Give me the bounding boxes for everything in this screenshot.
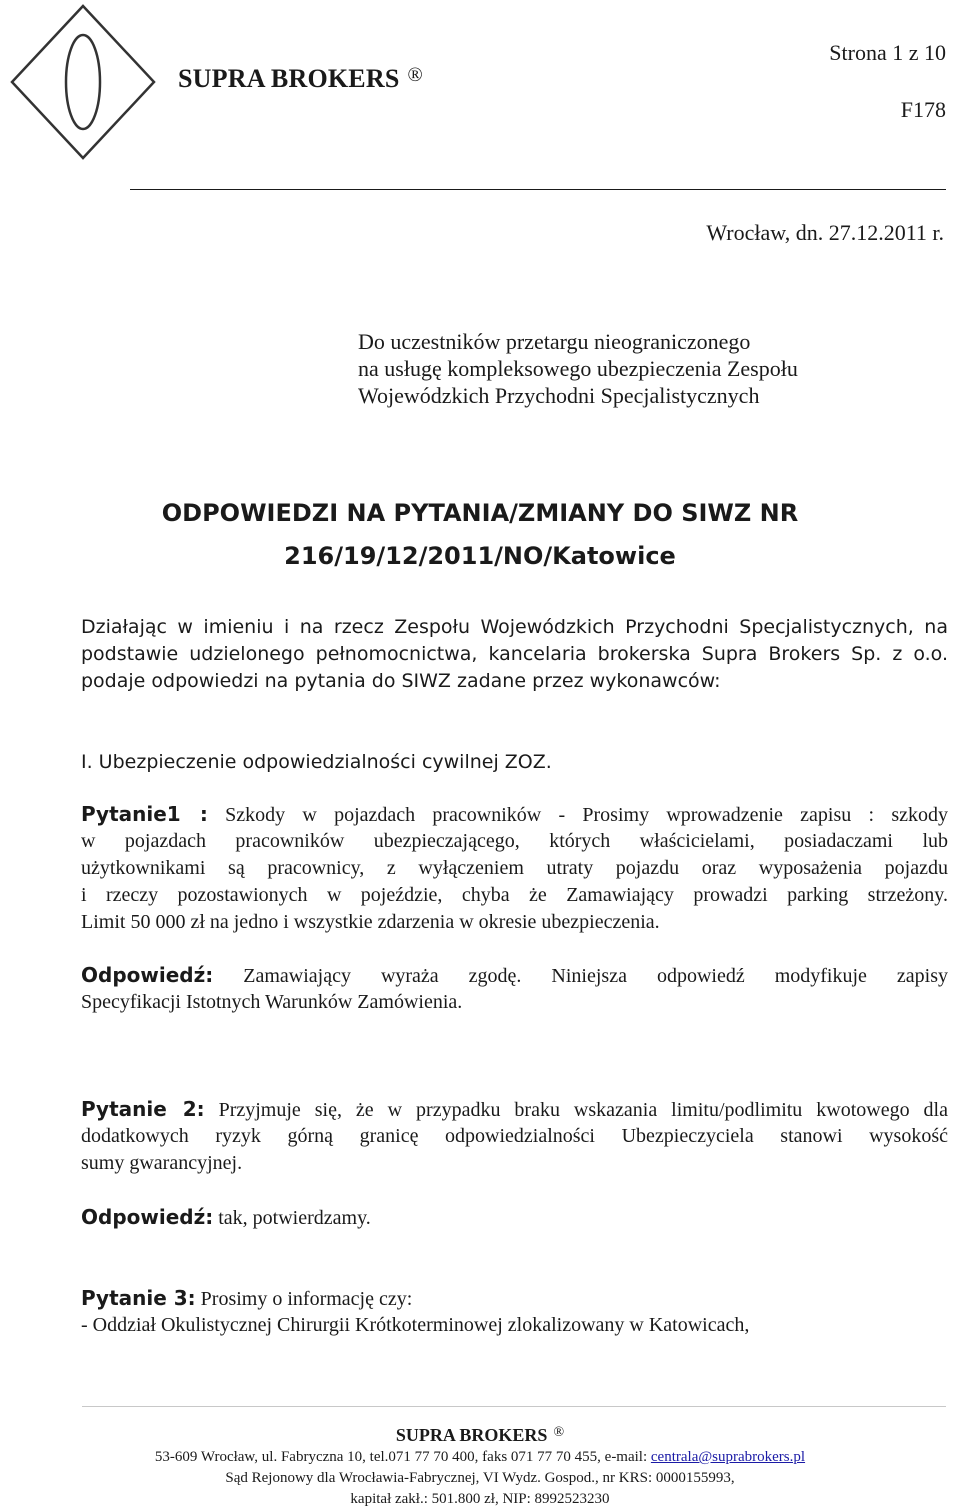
footer-brand	[0, 1425, 960, 1446]
question-line: w pojazdach pracowników ubezpieczającego, których właścicielami, posiadaczami lub	[81, 830, 948, 852]
date-line: Wrocław, dn. 27.12.2011 r.	[706, 220, 944, 245]
answer-2	[81, 1204, 948, 1231]
answer-text: Zamawiający wyraża zgodę. Niniejsza odpowiedź modyfikuje zapisy	[213, 965, 948, 987]
intro-line: podstawie udzielonego pełnomocnictwa, kancelaria brokerska Supra Brokers Sp. z o.o.	[81, 643, 948, 665]
section-heading: I. Ubezpieczenie odpowiedzialności cywilnej ZOZ.	[81, 751, 552, 773]
question-line: sumy gwarancyjnej.	[81, 1152, 243, 1174]
page-number: Strona 1 z 10	[829, 40, 946, 65]
addressee-line: na usługę kompleksowego ubezpieczenia Zespołu	[358, 356, 798, 381]
form-code: F178	[900, 97, 946, 122]
question-label: Pytanie1 :	[81, 802, 208, 826]
footer-email-link[interactable]: centrala@suprabrokers.pl	[650, 1449, 806, 1465]
footer-address-text: 53-609 Wrocław, ul. Fabryczna 10, tel.071 77 70 400, faks 071 77 70 455, e-mail:	[154, 1449, 651, 1465]
question-text: Szkody w pojazdach pracowników - Prosimy wprowadzenie zapisu : szkody	[207, 804, 948, 826]
question-3	[81, 1285, 948, 1339]
footer-brand-text: SUPRA BROKERS	[395, 1425, 548, 1445]
question-label: Pytanie 2:	[81, 1097, 205, 1121]
intro-paragraph	[81, 614, 948, 695]
intro-line: Działając w imieniu i na rzecz Zespołu Wojewódzkich Przychodni Specjalistycznych, na	[81, 616, 948, 638]
addressee-block	[358, 328, 798, 409]
intro-line: podaje odpowiedzi na pytania do SIWZ zadane przez wykonawców:	[81, 670, 721, 692]
addressee-line: Do uczestników przetargu nieograniczonego	[358, 329, 751, 354]
footer-court-info: Sąd Rejonowy dla Wrocławia-Fabrycznej, VI Wydz. Gospod., nr KRS: 0000155993,	[225, 1470, 735, 1486]
supra-brokers-logo	[8, 2, 158, 162]
registered-mark: ®	[407, 64, 423, 86]
question-line: użytkownikami są pracownicy, z wyłączeniem utraty pojazdu oraz wyposażenia pojazdu	[81, 857, 948, 879]
question-text: Przyjmuje się, że w przypadku braku wskazania limitu/podlimitu kwotowego dla	[204, 1099, 948, 1121]
question-line: dodatkowych ryzyk górną granicę odpowiedzialności Ubezpieczyciela stanowi wysokość	[81, 1125, 948, 1147]
header-divider	[130, 189, 946, 190]
brand-name	[178, 64, 423, 94]
brand-text: SUPRA BROKERS	[178, 64, 400, 93]
footer-divider	[82, 1406, 946, 1407]
question-text: Prosimy o informację czy:	[195, 1288, 413, 1310]
question-line: - Oddział Okulistycznej Chirurgii Krótkoterminowej zlokalizowany w Katowicach,	[81, 1314, 750, 1336]
footer-address	[0, 1449, 960, 1466]
question-label: Pytanie 3:	[81, 1286, 196, 1310]
question-2	[81, 1096, 948, 1177]
question-1	[81, 801, 948, 936]
question-line: i rzeczy pozostawionych w pojeździe, chyba że Zamawiający prowadzi parking strzeżony.	[81, 884, 948, 906]
answer-1	[81, 962, 948, 1016]
document-reference-number: 216/19/12/2011/NO/Katowice	[284, 542, 676, 570]
registered-mark: ®	[553, 1425, 565, 1440]
document-title: ODPOWIEDZI NA PYTANIA/ZMIANY DO SIWZ NR	[161, 499, 799, 527]
footer-capital-info: kapitał zakł.: 501.800 zł, NIP: 8992523230	[350, 1491, 610, 1507]
answer-text: tak, potwierdzamy.	[213, 1207, 371, 1229]
answer-label: Odpowiedź:	[81, 963, 214, 987]
answer-line: Specyfikacji Istotnych Warunków Zamówienia.	[81, 991, 463, 1013]
addressee-line: Wojewódzkich Przychodni Specjalistycznych	[358, 383, 760, 408]
answer-label: Odpowiedź:	[81, 1205, 214, 1229]
question-line: Limit 50 000 zł na jedno i wszystkie zdarzenia w okresie ubezpieczenia.	[81, 911, 660, 933]
